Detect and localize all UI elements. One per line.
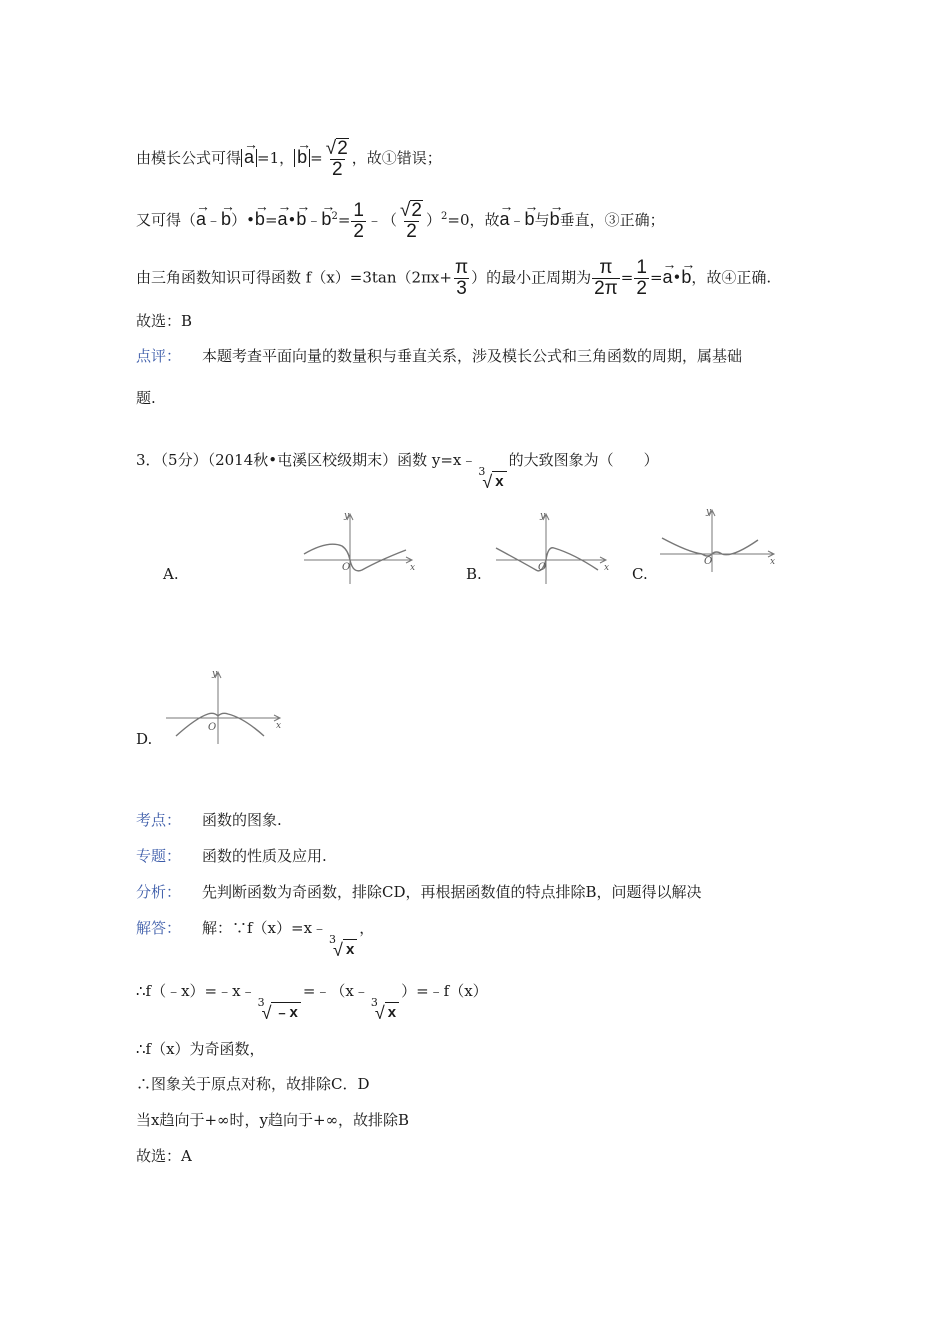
fraction-pi-over-3: $\frac{\pi}{3}$ bbox=[454, 257, 469, 299]
svg-text:y: y bbox=[212, 669, 218, 679]
fraction-1-over-2: $\frac{1}{2}$ bbox=[353, 199, 364, 242]
comment-text: 本题考查平面向量的数量积与垂直关系，涉及模长公式和三角函数的周期，属基础 bbox=[202, 347, 743, 365]
svg-text:O: O bbox=[208, 722, 217, 733]
vector-b: → b bbox=[297, 147, 307, 167]
line-modulus bbox=[136, 138, 442, 180]
cube-root: 3 √ x bbox=[329, 930, 357, 960]
text: =1， bbox=[257, 149, 295, 167]
option-d-graph bbox=[164, 668, 286, 748]
text: = bbox=[310, 149, 323, 167]
svg-text:O: O bbox=[704, 556, 713, 567]
line-perpendicular: 又可得（→ a﹣→ b）•→ b=→ a•→ b﹣→ $b^2=$ $\frac{1}{2}$ ﹣（ √ 2 2 ）$^2$=0，故→ a﹣→ b与→ b垂直，③正确； bbox=[136, 200, 665, 242]
fraction-pi-over-2pi: $\frac{\pi}{2\pi}$ bbox=[594, 257, 618, 299]
answer-b: 故选：B bbox=[136, 312, 193, 330]
vector-a: → a bbox=[196, 209, 206, 229]
svg-text:O: O bbox=[538, 562, 547, 573]
option-b-graph bbox=[492, 508, 612, 588]
vector-a: → a bbox=[244, 147, 254, 167]
cube-root: 3 √ ﹣x bbox=[258, 993, 301, 1023]
vector-b: → b bbox=[221, 209, 231, 229]
text: ，故①错误； bbox=[351, 149, 442, 167]
vector-b: → b bbox=[255, 209, 265, 229]
zhuanti-text: 函数的性质及应用. bbox=[202, 847, 327, 865]
answer-a: 故选：A bbox=[136, 1147, 192, 1165]
vector-b: → b bbox=[296, 209, 306, 229]
text: 由模长公式可得 bbox=[136, 149, 242, 167]
cube-root: 3 √ x bbox=[478, 462, 506, 492]
vector-a: → a bbox=[278, 209, 288, 229]
fraction-sqrt2-over-2: √ 2 2 bbox=[399, 200, 422, 242]
fenxi-text: 先判断函数为奇函数，排除CD，再根据函数值的特点排除B，问题得以解决 bbox=[202, 883, 702, 901]
vector-a: → a bbox=[500, 209, 510, 229]
vector-b: → b bbox=[681, 267, 691, 287]
zhuanti bbox=[136, 846, 327, 866]
kaodian-label: 考点： bbox=[136, 811, 182, 829]
kaodian bbox=[136, 810, 282, 830]
option-a-label: A. bbox=[163, 565, 179, 583]
option-c-label: C. bbox=[632, 565, 648, 583]
option-b-label: B. bbox=[466, 565, 482, 583]
step-odd-function: ∴f（x）为奇函数， bbox=[136, 1040, 265, 1058]
vector-b: → b bbox=[321, 209, 331, 229]
svg-text:x: x bbox=[770, 557, 776, 567]
zhuanti-label: 专题： bbox=[136, 847, 182, 865]
jieda: 解答： 解：∵f（x）=x﹣ 3 √ x ， bbox=[136, 919, 375, 960]
fraction-1-over-2: $\frac{1}{2}$ bbox=[636, 257, 647, 299]
svg-text:y: y bbox=[706, 507, 712, 517]
fenxi-label: 分析： bbox=[136, 883, 182, 901]
vector-a: → a bbox=[663, 267, 673, 287]
cube-root: 3 √ x bbox=[371, 993, 399, 1023]
fenxi bbox=[136, 882, 702, 902]
svg-text:x: x bbox=[276, 721, 282, 731]
svg-text:x: x bbox=[604, 563, 610, 573]
svg-text:O: O bbox=[342, 562, 351, 573]
line-period: 由三角函数知识可得函数 f（x）=3tan（2πx+ $\frac{\pi}{3}$ ）的最小正周期为 $\frac{\pi}{2\pi}$ = $\frac{1}{2}$ =→ a•→ b，故④正确. bbox=[136, 258, 771, 299]
step-limit: 当x趋向于+∞时，y趋向于+∞，故排除B bbox=[136, 1111, 410, 1129]
comment-continued: 题. bbox=[136, 389, 156, 407]
option-a-graph bbox=[300, 508, 418, 588]
vector-b: → b bbox=[525, 209, 535, 229]
svg-text:x: x bbox=[410, 563, 416, 573]
step-odd-check: ∴f（﹣x）=﹣x﹣ 3 √ ﹣x =﹣（x﹣ 3 √ x ）=﹣f（x） bbox=[136, 982, 488, 1023]
vector-b: → b bbox=[550, 209, 560, 229]
question-3: 3．（5分）（2014秋•屯溪区校级期末）函数 y=x﹣ 3 √ x 的大致图象为（ ） bbox=[136, 451, 659, 492]
step-symmetry: ∴图象关于原点对称，故排除C．D bbox=[136, 1075, 370, 1093]
option-c-graph bbox=[658, 506, 780, 576]
svg-text:y: y bbox=[540, 511, 546, 521]
comment-label: 点评： bbox=[136, 347, 182, 365]
comment bbox=[136, 346, 742, 366]
jieda-label: 解答： bbox=[136, 919, 182, 937]
fraction-sqrt2-over-2: √ 2 2 bbox=[325, 138, 348, 180]
svg-text:y: y bbox=[344, 511, 350, 521]
option-d-label: D. bbox=[136, 730, 153, 748]
kaodian-text: 函数的图象. bbox=[202, 811, 282, 829]
